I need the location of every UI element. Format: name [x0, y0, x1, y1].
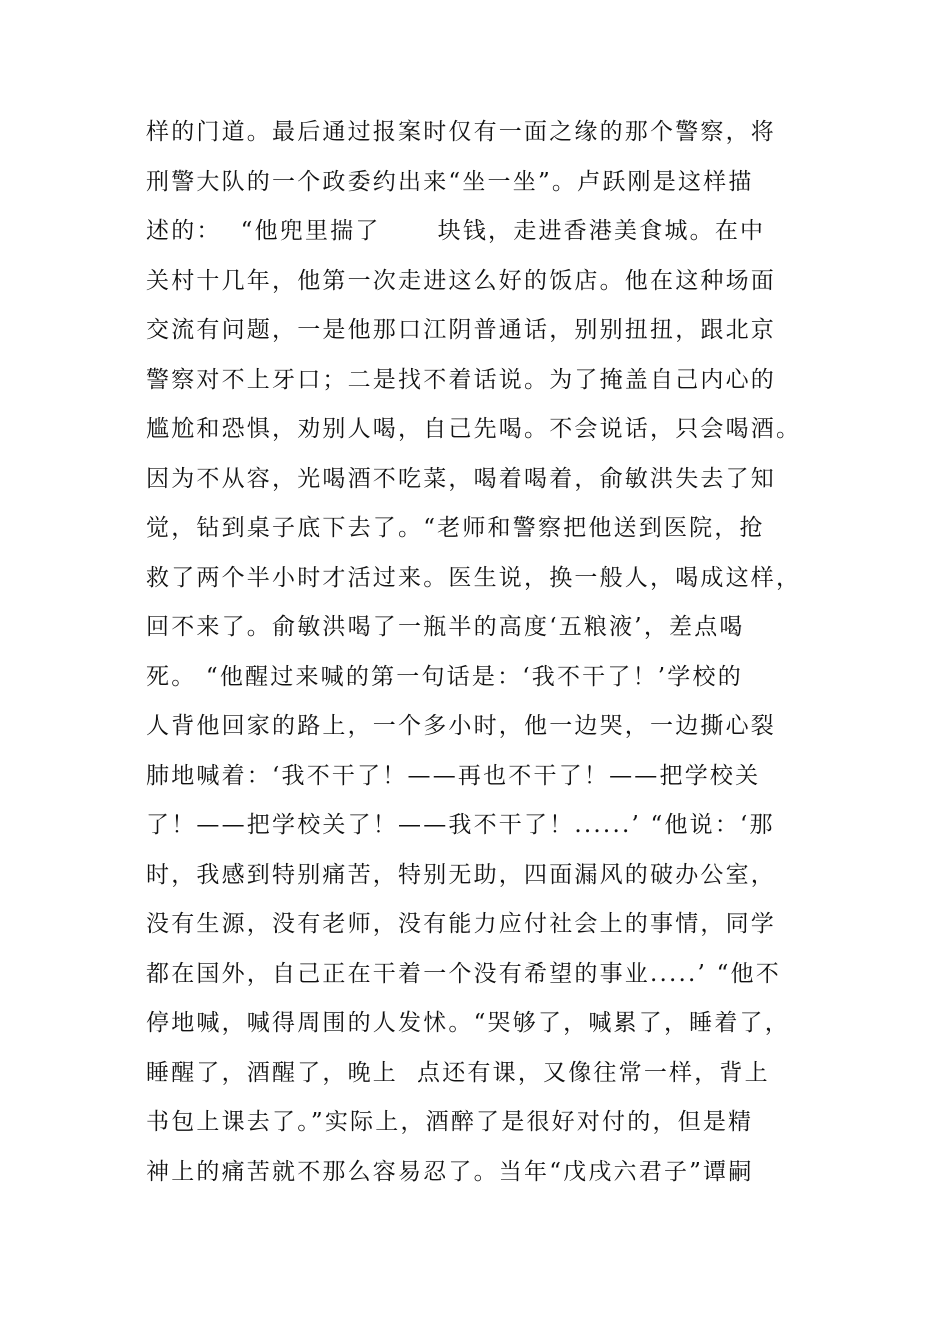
text-line: 都在国外，自己正在干着一个没有希望的事业.....’ “他不 [146, 960, 781, 987]
text-line: 警察对不上牙口；二是找不着话说。为了掩盖自己内心的 [146, 366, 776, 393]
text-line: 死。 “他醒过来喊的第一句话是：‘我不干了！’学校的 [146, 663, 743, 690]
text-line: 刑警大队的一个政委约出来“坐一坐”。卢跃刚是这样描 [146, 168, 754, 195]
text-line: 书包上课去了。”实际上，酒醉了是很好对付的，但是精 [146, 1109, 754, 1135]
text-line: 尴尬和恐惧，劝别人喝，自己先喝。不会说话，只会喝酒。 [146, 416, 802, 442]
text-line: 停地喊，喊得周围的人发怵。“哭够了，喊累了，睡着了， [146, 1010, 790, 1036]
text-line: 关村十几年，他第一次走进这么好的饭店。他在这种场面 [146, 267, 776, 294]
text-line: 交流有问题，一是他那口江阴普通话，别别扭扭，跟北京 [146, 317, 776, 343]
text-line: 没有生源，没有老师，没有能力应付社会上的事情，同学 [146, 911, 776, 937]
text-line: 回不来了。俞敏洪喝了一瓶半的高度‘五粮液’，差点喝 [146, 614, 745, 640]
text-line: 肺地喊着：‘我不干了！——再也不干了！——把学校关 [146, 762, 761, 789]
text-line: 因为不从容，光喝酒不吃菜，喝着喝着，俞敏洪失去了知 [146, 465, 776, 492]
text-line: 了！——把学校关了！——我不干了！......’ “他说：‘那 [146, 812, 775, 838]
text-line: 救了两个半小时才活过来。医生说，换一般人，喝成这样， [146, 564, 802, 591]
text-line: 样的门道。最后通过报案时仅有一面之缘的那个警察，将 [146, 119, 776, 145]
text-line: 觉，钻到桌子底下去了。“老师和警察把他送到医院，抢 [146, 515, 765, 541]
body-text [146, 108, 806, 1197]
text-line: 睡醒了，酒醒了，晚上 点还有课，又像往常一样，背上 [146, 1059, 770, 1086]
text-line: 述的： “他兜里揣了 块钱，走进香港美食城。在中 [146, 218, 766, 244]
text-line: 人背他回家的路上，一个多小时，他一边哭，一边撕心裂 [146, 713, 776, 739]
text-line: 时，我感到特别痛苦，特别无助，四面漏风的破办公室， [146, 861, 776, 888]
text-line: 神上的痛苦就不那么容易忍了。当年“戊戌六君子”谭嗣 [146, 1158, 754, 1185]
